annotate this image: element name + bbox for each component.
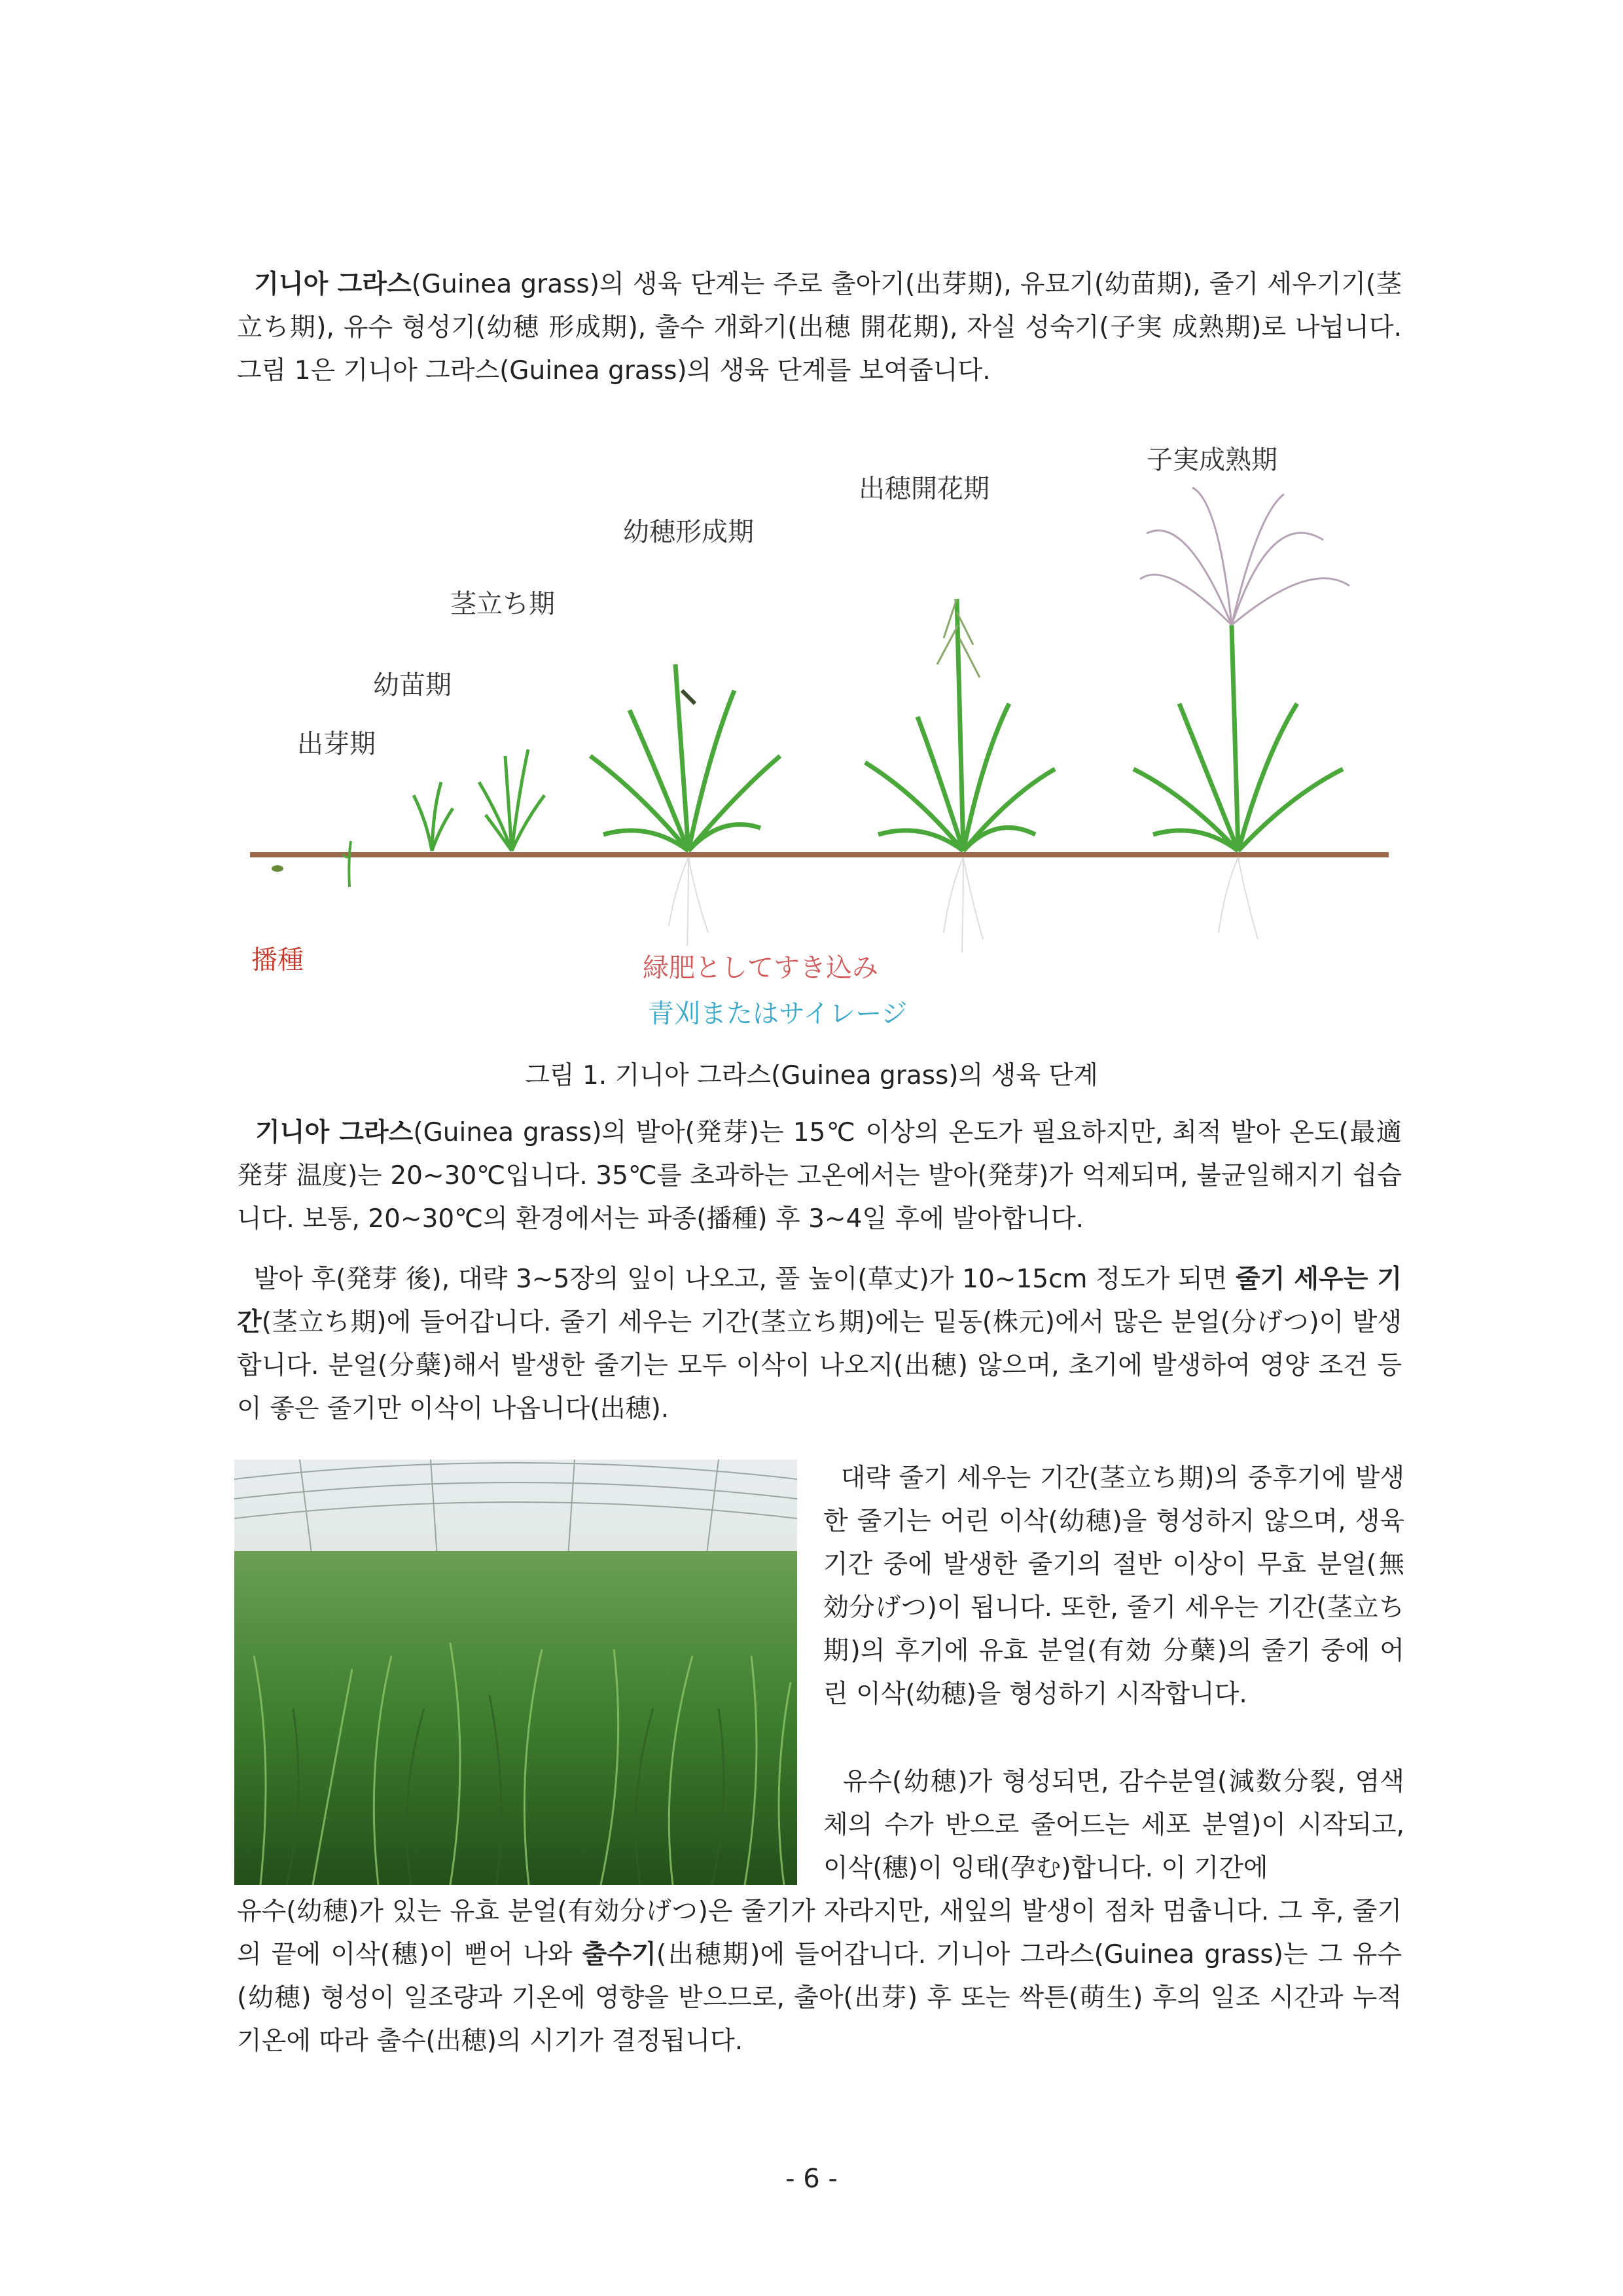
stage-label-heading: 出穂開花期: [859, 474, 990, 504]
bold-term: 기니아 그라스: [254, 270, 412, 299]
paragraph-text: 대략 줄기 세우는 기간(茎立ち期)의 중후기에 발생한 줄기는 어린 이삭(幼穂)을 형성하지 않으며, 생육 기간 중에 발생한 줄기의 절반 이상이 무효 분얼(無効分げつ)이 됩니다. 또한, 줄기 세우는 기간(茎立ち期)의 후기에 유효 분얼(有効 分蘖)의 줄기 중에 어린 이삭(幼穂)을 형성하기 시작합니다.: [823, 1463, 1404, 1709]
panicle-formation-plant: [590, 664, 780, 946]
stage-label-ripening: 子実成熟期: [1147, 445, 1277, 475]
page-number: - 6 -: [785, 2164, 838, 2194]
growth-stage-illustration: [237, 429, 1402, 1037]
green-manure-label: 緑肥としてすき込み: [643, 953, 878, 983]
stage-label-emergence: 出芽期: [297, 729, 376, 759]
paragraph-text: (茎立ち期)에 들어갑니다. 줄기 세우는 기간(茎立ち期)에는 밑동(株元)에서 많은 분얼(分げつ)이 발생합니다. 분얼(分蘖)해서 발생한 줄기는 모두 이삭이 나오지(出穂) 않으며, 초기에 발생하여 영양 조건 등이 좋은 줄기만 이삭이 나옵니다(出穂).: [237, 1308, 1402, 1424]
heading-paragraph: [237, 1890, 1402, 2063]
paragraph-text: 유수(幼穂)가 형성되면, 감수분열(減数分裂, 염색체의 수가 반으로 줄어드는 세포 분열)이 시작되고, 이삭(穗)이 잉태(孕む)합니다. 이 기간에: [823, 1767, 1404, 1883]
paragraph-text: (出穂期)에 들어갑니다. 기니아 그라스(Guinea grass)는 그 유수(幼穂) 형성이 일조량과 기온에 영향을 받으므로, 출아(出芽) 후 또는 싹튼(萌生) 후의 일조 시간과 누적 기온에 따라 출수(出穂)의 시기가 결정됩니다.: [237, 1940, 1402, 2056]
panicle-paragraph-side: [823, 1761, 1404, 1890]
ripening-plant: [1133, 488, 1349, 939]
greenhouse-photo: [234, 1460, 797, 1885]
silage-label: 青刈またはサイレージ: [648, 999, 908, 1029]
sowing-label: 播種: [251, 945, 304, 975]
heading-plant: [865, 599, 1055, 952]
bold-term: 출수기: [582, 1940, 656, 1969]
bold-term: 기니아 그라스: [255, 1118, 414, 1147]
paragraph-text: 유수(幼穂)가 있는 유효 분얼(有効分げつ)은 줄기가 자라지만, 새잎의 발생이 점차 멈춥니다. 그 후, 줄기의 끝에 이삭(穗)이 뻗어 나와: [237, 1897, 1402, 1969]
growth-stage-figure: [237, 429, 1402, 1037]
tillering-plant: [479, 749, 544, 851]
bold-term: 줄기 세우는 기간: [237, 1265, 1402, 1337]
seedling-plant: [414, 782, 453, 851]
mid-tillering-paragraph: [823, 1457, 1404, 1716]
tillering-paragraph: [237, 1258, 1402, 1431]
stage-label-panicle-formation: 幼穂形成期: [623, 517, 754, 547]
paragraph-text: (Guinea grass)의 생육 단계는 주로 출아기(出芽期), 유묘기(幼苗期), 줄기 세우기기(茎立ち期), 유수 형성기(幼穂 形成期), 출수 개화기(出穂 開花期), 자실 성숙기(子実 成熟期)로 나뉩니다. 그림 1은 기니아 그라스(Guinea grass)의 생육 단계를 보여줍니다.: [237, 270, 1402, 386]
intro-paragraph: [237, 263, 1402, 393]
greenhouse-photo-image: [234, 1460, 797, 1885]
stage-label-seedling: 幼苗期: [373, 670, 452, 700]
germination-paragraph: [237, 1111, 1402, 1241]
paragraph-lead: 발아 후(発芽 後), 대략 3~5장의 잎이 나오고, 풀 높이(草丈)가 10~15cm 정도가 되면: [253, 1265, 1236, 1294]
figure-caption: 그림 1. 기니아 그라스(Guinea grass)의 생육 단계: [525, 1061, 1098, 1090]
sprout-plant: [272, 841, 351, 887]
soil-line: [250, 852, 1389, 857]
paragraph-text: (Guinea grass)의 발아(発芽)는 15℃ 이상의 온도가 필요하지만, 최적 발아 온도(最適 発芽 温度)는 20~30℃입니다. 35℃를 초과하는 고온에서는 발아(発芽)가 억제되며, 불균일해지기 쉽습니다. 보통, 20~30℃의 환경에서는 파종(播種) 후 3~4일 후에 발아합니다.: [237, 1118, 1402, 1234]
stage-label-tillering: 茎立ち期: [450, 589, 555, 619]
